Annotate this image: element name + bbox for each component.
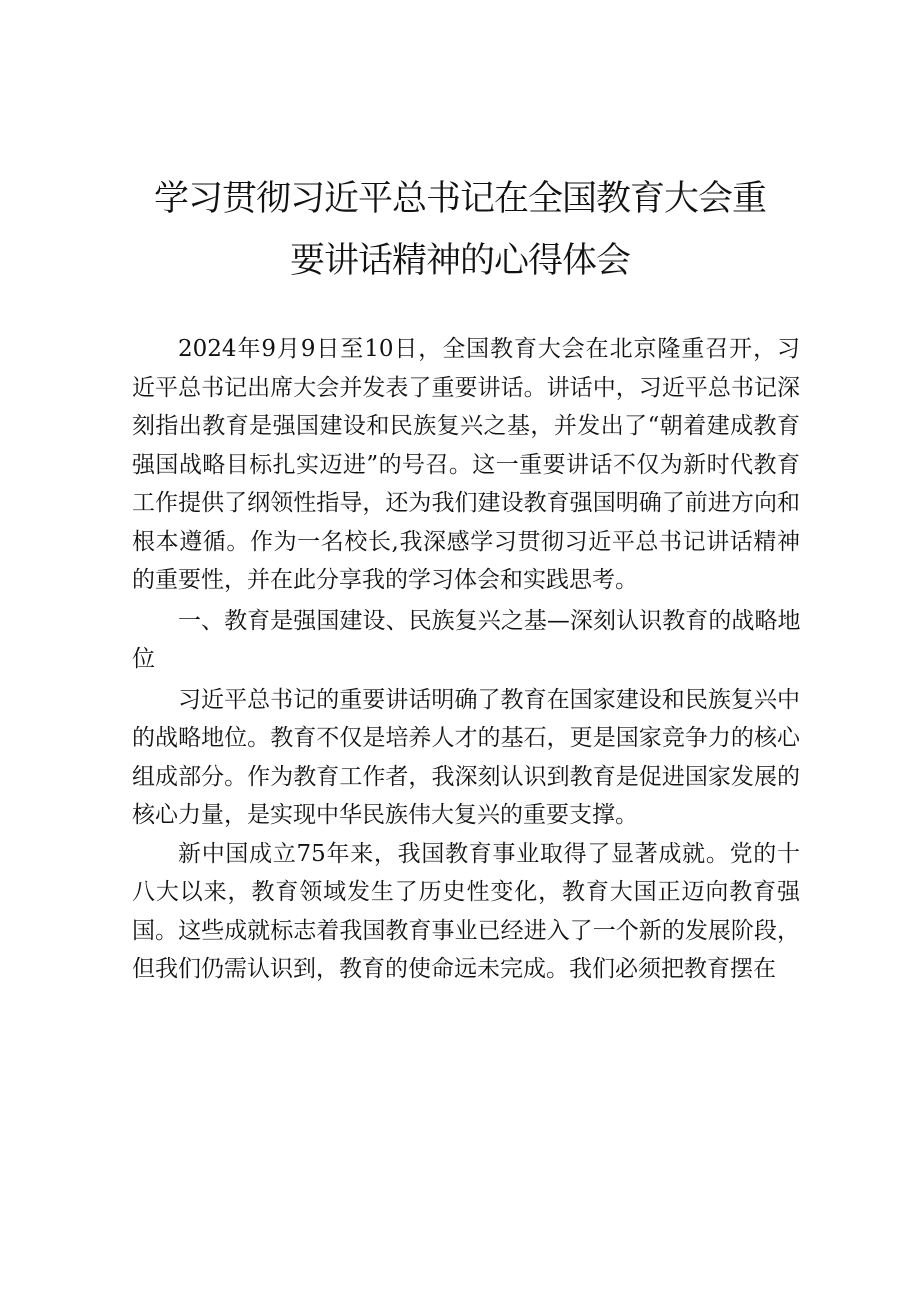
title-line-2: 要讲话精神的心得体会 (289, 241, 630, 281)
intro-paragraph: 2024年9月9日至10日，全国教育大会在北京隆重召开，习近平总书记出席大会并发表了重要讲话。讲话中，习近平总书记深刻指出教育是强国建设和民族复兴之基，并发出了“朝着建成教育强国战略目标扎实迈进”的号召。这一重要讲话不仅为新时代教育工作提供了纲领性指导，还为我们建设教育强国明确了前进方向和根本遵循。作为一名校长,我深感学习贯彻习近平总书记讲话精神的重要性，并在此分享我的学习体会和实践思考。 (132, 336, 800, 593)
document-body (132, 330, 800, 989)
section-heading-1: 一、教育是强国建设、民族复兴之基—深刻认识教育的战略地位 (132, 607, 800, 672)
title-line-1: 学习贯彻习近平总书记在全国教育大会重 (153, 179, 766, 219)
document-title (120, 168, 800, 292)
body-paragraph-2: 习近平总书记的重要讲话明确了教育在国家建设和民族复兴中的战略地位。教育不仅是培养人才的基石，更是国家竞争力的核心组成部分。作为教育工作者，我深刻认识到教育是促进国家发展的核心力量，是实现中华民族伟大复兴的重要支撑。 (132, 686, 800, 828)
body-paragraph-3: 新中国成立75年来，我国教育事业取得了显著成就。党的十八大以来，教育领域发生了历史性变化，教育大国正迈向教育强国。这些成就标志着我国教育事业已经进入了一个新的发展阶段，但我们仍需认识到，教育的使命远未完成。我们必须把教育摆在 (132, 840, 800, 982)
